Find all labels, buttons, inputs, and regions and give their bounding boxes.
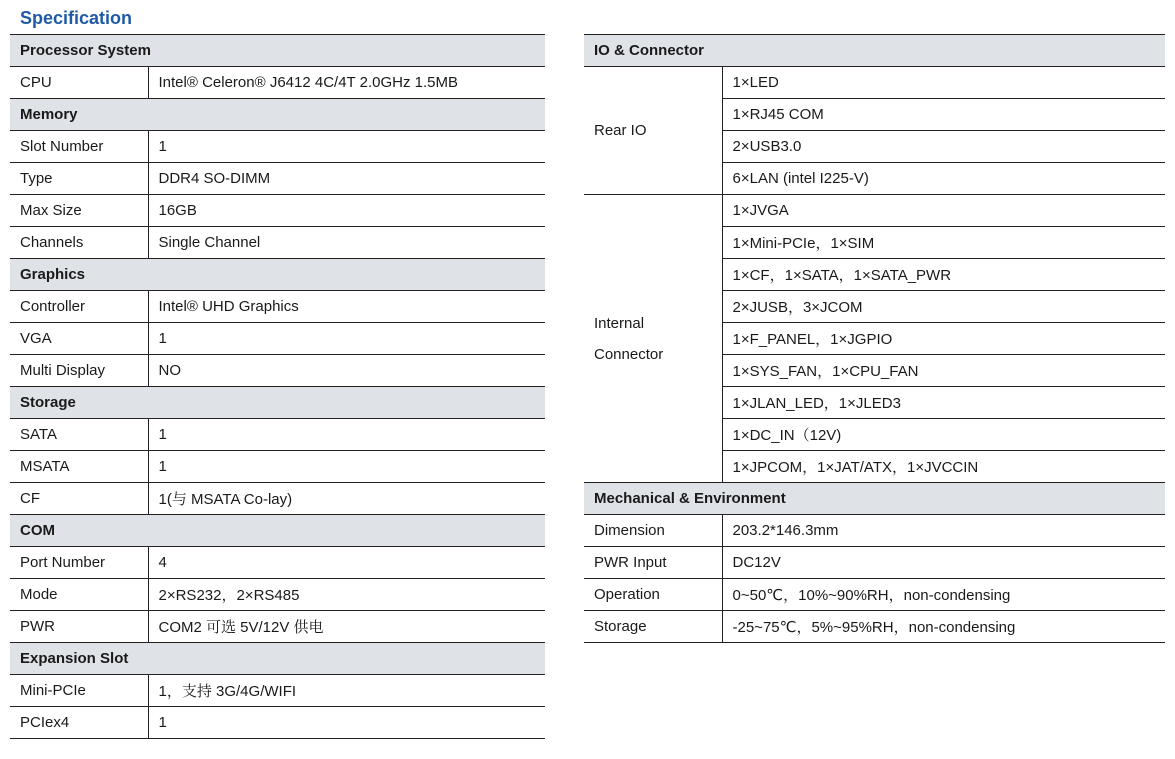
- table-row: [10, 195, 545, 227]
- spec-key: SATA: [10, 419, 148, 451]
- spec-value: 1×JVGA: [722, 195, 1165, 227]
- spec-value: 1×F_PANEL，1×JGPIO: [722, 323, 1165, 355]
- internal-label-line1: Internal: [594, 314, 645, 332]
- table-row: [10, 131, 545, 163]
- section-header: [10, 35, 545, 67]
- table-row: [10, 451, 545, 483]
- section-title: COM: [10, 515, 545, 547]
- spec-value: 1: [148, 707, 545, 739]
- spec-key: VGA: [10, 323, 148, 355]
- section-title: Mechanical & Environment: [584, 483, 1165, 515]
- spec-key: Port Number: [10, 547, 148, 579]
- spec-value: 1×SYS_FAN，1×CPU_FAN: [722, 355, 1165, 387]
- section-header: [10, 515, 545, 547]
- spec-key: PWR: [10, 611, 148, 643]
- spec-value: 1: [148, 131, 545, 163]
- spec-value: 1×JPCOM，1×JAT/ATX，1×JVCCIN: [722, 451, 1165, 483]
- spec-value: Single Channel: [148, 227, 545, 259]
- left-spec-table: [10, 34, 545, 739]
- section-header: [10, 259, 545, 291]
- right-spec-table: [584, 34, 1165, 643]
- spec-value: 1: [148, 419, 545, 451]
- table-row: [10, 227, 545, 259]
- spec-key: Storage: [584, 611, 722, 643]
- spec-value: -25~75℃，5%~95%RH，non-condensing: [722, 611, 1165, 643]
- spec-key: Mode: [10, 579, 148, 611]
- page-title: Specification: [20, 8, 133, 28]
- spec-value: 6×LAN (intel I225-V): [722, 163, 1165, 195]
- table-row: [584, 579, 1165, 611]
- spec-key: Dimension: [584, 515, 722, 547]
- table-row: [10, 419, 545, 451]
- section-header-mechanical: [584, 483, 1165, 515]
- table-row: [10, 67, 545, 99]
- spec-value: 1×LED: [722, 67, 1165, 99]
- rear-io-label: Rear IO: [584, 67, 722, 195]
- spec-value: COM2 可选 5V/12V 供电: [148, 611, 545, 643]
- spec-key: Max Size: [10, 195, 148, 227]
- table-row: [10, 707, 545, 739]
- spec-value: 2×RS232，2×RS485: [148, 579, 545, 611]
- table-row: [584, 611, 1165, 643]
- section-title: Memory: [10, 99, 545, 131]
- table-row: [584, 67, 1165, 99]
- section-title: Graphics: [10, 259, 545, 291]
- spec-key: PWR Input: [584, 547, 722, 579]
- spec-value: 4: [148, 547, 545, 579]
- table-row: [584, 195, 1165, 227]
- spec-value: NO: [148, 355, 545, 387]
- spec-key: Controller: [10, 291, 148, 323]
- spec-value: 1×Mini-PCIe，1×SIM: [722, 227, 1165, 259]
- table-row: [10, 483, 545, 515]
- spec-key: Type: [10, 163, 148, 195]
- spec-key: Slot Number: [10, 131, 148, 163]
- spec-value: 2×USB3.0: [722, 131, 1165, 163]
- table-row: [584, 547, 1165, 579]
- table-row: [10, 355, 545, 387]
- section-title: IO & Connector: [584, 35, 1165, 67]
- table-row: [10, 611, 545, 643]
- spec-value: 1: [148, 323, 545, 355]
- spec-value: 1: [148, 451, 545, 483]
- section-header-io-connector: [584, 35, 1165, 67]
- spec-value: 1×RJ45 COM: [722, 99, 1165, 131]
- spec-value: 0~50℃，10%~90%RH，non-condensing: [722, 579, 1165, 611]
- internal-label-line2: Connector: [594, 345, 664, 363]
- table-row: [10, 163, 545, 195]
- table-row: [10, 323, 545, 355]
- spec-value: 1×DC_IN（12V): [722, 419, 1165, 451]
- spec-value: 1，支持 3G/4G/WIFI: [148, 675, 545, 707]
- spec-key: Mini-PCIe: [10, 675, 148, 707]
- spec-value: 203.2*146.3mm: [722, 515, 1165, 547]
- spec-value: Intel® UHD Graphics: [148, 291, 545, 323]
- section-header: [10, 387, 545, 419]
- spec-key: Operation: [584, 579, 722, 611]
- spec-key: PCIex4: [10, 707, 148, 739]
- spec-value: 1×JLAN_LED，1×JLED3: [722, 387, 1165, 419]
- spec-key: MSATA: [10, 451, 148, 483]
- spec-value: 16GB: [148, 195, 545, 227]
- spec-value: DC12V: [722, 547, 1165, 579]
- spec-key: Channels: [10, 227, 148, 259]
- table-row: [584, 515, 1165, 547]
- spec-value: 1(与 MSATA Co-lay): [148, 483, 545, 515]
- spec-value: Intel® Celeron® J6412 4C/4T 2.0GHz 1.5MB: [148, 67, 545, 99]
- section-header: [10, 643, 545, 675]
- spec-value: 1×CF，1×SATA，1×SATA_PWR: [722, 259, 1165, 291]
- spec-value: DDR4 SO-DIMM: [148, 163, 545, 195]
- spec-value: 2×JUSB，3×JCOM: [722, 291, 1165, 323]
- section-header: [10, 99, 545, 131]
- spec-key: CPU: [10, 67, 148, 99]
- table-row: [10, 675, 545, 707]
- table-row: [10, 579, 545, 611]
- spec-key: Multi Display: [10, 355, 148, 387]
- section-title: Processor System: [10, 35, 545, 67]
- section-title: Expansion Slot: [10, 643, 545, 675]
- internal-connector-label: [584, 195, 722, 483]
- table-row: [10, 547, 545, 579]
- table-row: [10, 291, 545, 323]
- section-title: Storage: [10, 387, 545, 419]
- spec-key: CF: [10, 483, 148, 515]
